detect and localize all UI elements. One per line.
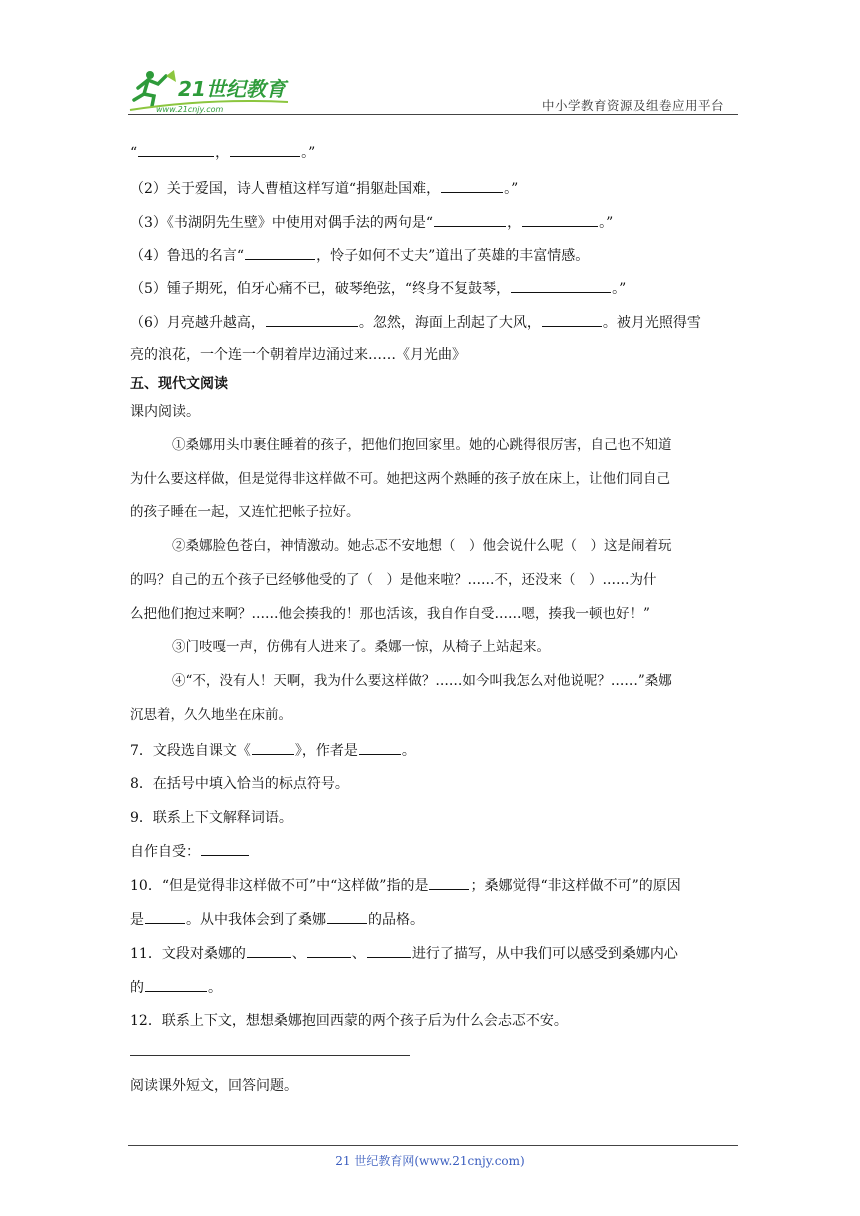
blank[interactable] <box>252 740 294 755</box>
blank[interactable] <box>522 212 598 227</box>
blank[interactable] <box>266 312 358 327</box>
blank[interactable] <box>542 312 602 327</box>
blank[interactable] <box>145 909 185 924</box>
paragraph-3: ③门吱嘎一声，仿佛有人进来了。桑娜一惊，从椅子上站起来。 <box>172 639 550 655</box>
question-11-continued: 的 。 <box>130 977 222 998</box>
question-12: 12．联系上下文，想想桑娜抱回西蒙的两个孩子后为什么会忐忑不安。 <box>130 1013 568 1029</box>
line-fill-blank-1: “ ， 。” <box>130 142 315 163</box>
paragraph-2-line-3: 么把他们抱过来啊？……他会揍我的！那也活该，我自作自受……嗯，揍我一顿也好！” <box>130 606 650 622</box>
section-heading: 五、现代文阅读 <box>130 376 228 392</box>
question-2: （2）关于爱国，诗人曹植这样写道“捐躯赴国难， 。” <box>130 178 518 199</box>
question-9-word: 自作自受： <box>130 841 250 862</box>
blank[interactable] <box>511 278 611 293</box>
blank[interactable] <box>359 740 401 755</box>
blank[interactable] <box>429 875 469 890</box>
paragraph-1-line-2: 为什么要这样做，但是觉得非这样做不可。她把这两个熟睡的孩子放在床上，让他们同自己 <box>130 471 670 487</box>
blank[interactable] <box>441 178 503 193</box>
question-10: 10．“但是觉得非这样做不可”中“这样做”指的是 ；桑娜觉得“非这样做不可”的原因 <box>130 875 681 896</box>
running-figure-icon <box>134 70 176 106</box>
blank[interactable] <box>201 841 249 856</box>
paragraph-4-line-2: 沉思着，久久地坐在床前。 <box>130 707 292 723</box>
question-4: （4）鲁迅的名言“ ，怜子如何不丈夫”道出了英雄的丰富情感。 <box>130 245 589 266</box>
footer-divider <box>128 1145 738 1146</box>
question-6-continued: 亮的浪花，一个连一个朝着岸边涌过来……《月光曲》 <box>130 347 466 363</box>
extracurricular-intro: 阅读课外短文，回答问题。 <box>130 1078 298 1094</box>
paragraph-1-line-1: ①桑娜用头巾裹住睡着的孩子，把他们抱回家里。她的心跳得很厉害，自己也不知道 <box>172 437 672 453</box>
blank[interactable] <box>145 977 207 992</box>
question-7: 7．文段选自课文《 》，作者是 。 <box>130 740 416 761</box>
question-9: 9．联系上下文解释词语。 <box>130 810 293 826</box>
footer-text: 21 世纪教育网(www.21cnjy.com) <box>335 1154 525 1168</box>
logo-21cnjy <box>128 66 298 116</box>
question-8: 8．在括号中填入恰当的标点符号。 <box>130 776 349 792</box>
blank[interactable] <box>367 943 411 958</box>
platform-title: 中小学教育资源及组卷应用平台 <box>541 98 724 113</box>
paragraph-2-line-1: ②桑娜脸色苍白，神情激动。她忐忑不安地想（ ）他会说什么呢（ ）这是闹着玩 <box>172 538 672 554</box>
header-divider <box>128 114 738 115</box>
blank[interactable] <box>307 943 351 958</box>
blank[interactable] <box>230 142 300 157</box>
blank[interactable] <box>434 212 506 227</box>
question-5: （5）锺子期死，伯牙心痛不已，破琴绝弦，“终身不复鼓琴， 。” <box>130 278 626 299</box>
page-header <box>128 66 738 116</box>
paragraph-1-line-3: 的孩子睡在一起，又连忙把帐子拉好。 <box>130 504 360 520</box>
reading-intro: 课内阅读。 <box>130 404 200 420</box>
svg-text:21世纪教育: 21世纪教育 <box>178 77 286 101</box>
blank[interactable] <box>138 142 214 157</box>
question-6: （6）月亮越升越高， 。忽然，海面上刮起了大风， 。被月光照得雪 <box>130 312 701 333</box>
paragraph-4-line-1: ④“不，没有人！天啊，我为什么要这样做？……如今叫我怎么对他说呢？……”桑娜 <box>172 673 672 689</box>
paragraph-2-line-2: 的吗？自己的五个孩子已经够他受的了（ ）是他来啦？……不，还没来（ ）……为什 <box>130 572 657 588</box>
blank[interactable] <box>327 909 367 924</box>
blank[interactable] <box>245 245 315 260</box>
question-10-continued: 是 。从中我体会到了桑娜 的品格。 <box>130 909 424 930</box>
svg-text:www.21cnjy.com: www.21cnjy.com <box>156 105 224 114</box>
answer-line[interactable] <box>130 1055 410 1056</box>
blank[interactable] <box>247 943 291 958</box>
question-3: （3）《书湖阴先生壁》中使用对偶手法的两句是“ ， 。” <box>130 212 613 233</box>
question-11: 11．文段对桑娜的 、 、 进行了描写，从中我们可以感受到桑娜内心 <box>130 943 678 964</box>
